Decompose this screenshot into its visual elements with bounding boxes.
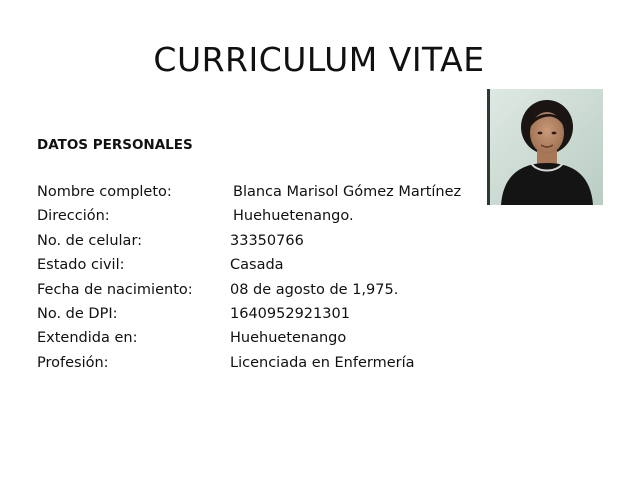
page-title: CURRICULUM VITAE [153, 40, 485, 79]
field-value: Blanca Marisol Gómez Martínez [233, 184, 462, 200]
field-label: Nombre completo: [37, 184, 172, 200]
field-label: Extendida en: [37, 330, 138, 346]
field-value: Licenciada en Enfermería [230, 355, 415, 371]
field-value: Casada [230, 257, 284, 273]
field-label: Estado civil: [37, 257, 125, 273]
section-heading: DATOS PERSONALES [37, 137, 193, 153]
person-portrait-icon [487, 89, 603, 205]
profile-photo [487, 89, 603, 205]
field-value: 1640952921301 [230, 306, 350, 322]
field-label: No. de DPI: [37, 306, 118, 322]
field-label: Dirección: [37, 208, 110, 224]
field-label: No. de celular: [37, 233, 143, 249]
field-label: Profesión: [37, 355, 109, 371]
field-value: Huehuetenango [230, 330, 347, 346]
field-value: 33350766 [230, 233, 304, 249]
field-value: Huehuetenango. [233, 208, 354, 224]
field-label: Fecha de nacimiento: [37, 282, 193, 298]
field-value: 08 de agosto de 1,975. [230, 282, 399, 298]
